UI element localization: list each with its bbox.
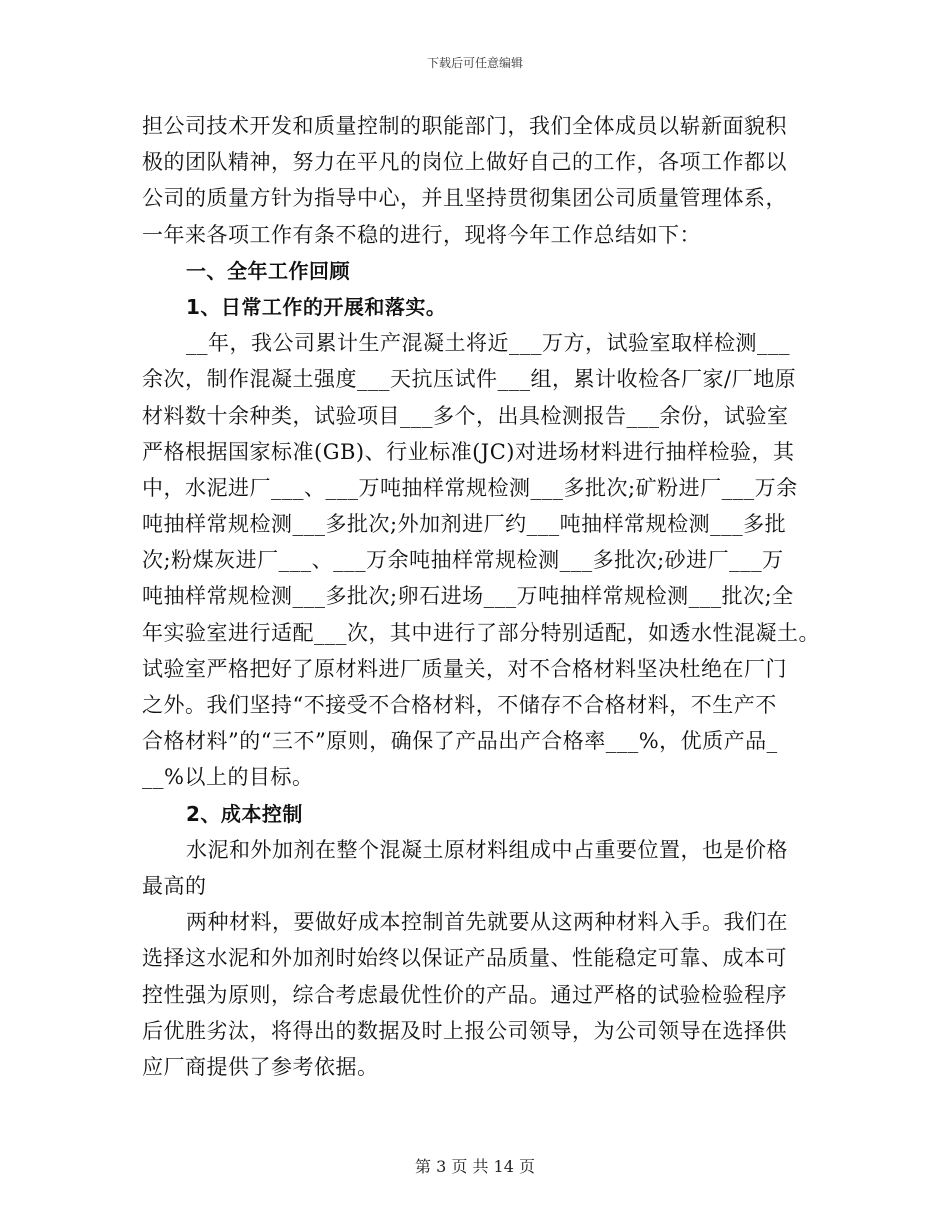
paragraph-line: 一年来各项工作有条不稳的进行，现将今年工作总结如下： [142, 222, 701, 247]
paragraph-line: 之外。我们坚持“不接受不合格材料，不储存不合格材料，不生产不 [142, 693, 777, 717]
paragraph-line: __年，我公司累计生产混凝土将近___万方，试验室取样检测___ [186, 331, 790, 356]
subsection-heading: 2、成本控制 [186, 801, 303, 826]
paragraph-line: __%以上的目标。 [142, 765, 314, 790]
paragraph-line: 控性强为原则，综合考虑最优性价的产品。通过严格的试验检验程序 [142, 982, 787, 1007]
document-body [142, 108, 822, 1085]
paragraph-line: 吨抽样常规检测___多批次;外加剂进厂约___吨抽样常规检测___多批 [142, 512, 787, 537]
paragraph-line: 材料数十余种类，试验项目___多个，出具检测报告___余份，试验室 [142, 403, 789, 428]
paragraph-line: 年实验室进行适配___次，其中进行了部分特别适配，如透水性混凝土。 [142, 620, 820, 645]
paragraph-line: 公司的质量方针为指导中心，并且坚持贯彻集团公司质量管理体系， [142, 186, 787, 211]
paragraph-line: 试验室严格把好了原材料进厂质量关，对不合格材料坚决杜绝在厂门 [142, 656, 787, 681]
paragraph-line: 合格材料”的“三不”原则，确保了产品出产合格率___%，优质产品_ [142, 729, 778, 754]
paragraph-line: 后优胜劣汰，将得出的数据及时上报公司领导，为公司领导在选择供 [142, 1018, 787, 1043]
subsection-heading: 1、日常工作的开展和落实。 [186, 294, 447, 319]
paragraph-line: 严格根据国家标准(GB)、行业标准(JC)对进场材料进行抽样检验，其 [142, 439, 795, 464]
paragraph-line: 两种材料，要做好成本控制首先就要从这两种材料入手。我们在 [186, 910, 788, 935]
paragraph-line: 最高的 [142, 873, 207, 898]
paragraph-line: 水泥和外加剂在整个混凝土原材料组成中占重要位置，也是价格 [186, 837, 788, 862]
paragraph-line: 应厂商提供了参考依据。 [142, 1054, 379, 1079]
section-heading: 一、全年工作回顾 [186, 258, 350, 283]
paragraph-line: 中，水泥进厂___、___万吨抽样常规检测___多批次;矿粉进厂___万余 [142, 475, 798, 500]
page-number: 第 3 页 共 14 页 [415, 1157, 535, 1176]
page-header: 下载后可任意编辑 [426, 56, 523, 70]
paragraph-line: 余次，制作混凝土强度___天抗压试件___组，累计收检各厂家/厂地原 [142, 367, 797, 392]
paragraph-line: 次;粉煤灰进厂___、___万余吨抽样常规检测___多批次;砂进厂___万 [142, 548, 784, 573]
paragraph-line: 选择这水泥和外加剂时始终以保证产品质量、性能稳定可靠、成本可 [142, 946, 787, 971]
paragraph-line: 极的团队精神，努力在平凡的岗位上做好自己的工作，各项工作都以 [142, 150, 787, 175]
paragraph-line: 吨抽样常规检测___多批次;卵石进场___万吨抽样常规检测___批次;全 [142, 584, 794, 609]
paragraph-line: 担公司技术开发和质量控制的职能部门，我们全体成员以崭新面貌积 [142, 114, 787, 138]
